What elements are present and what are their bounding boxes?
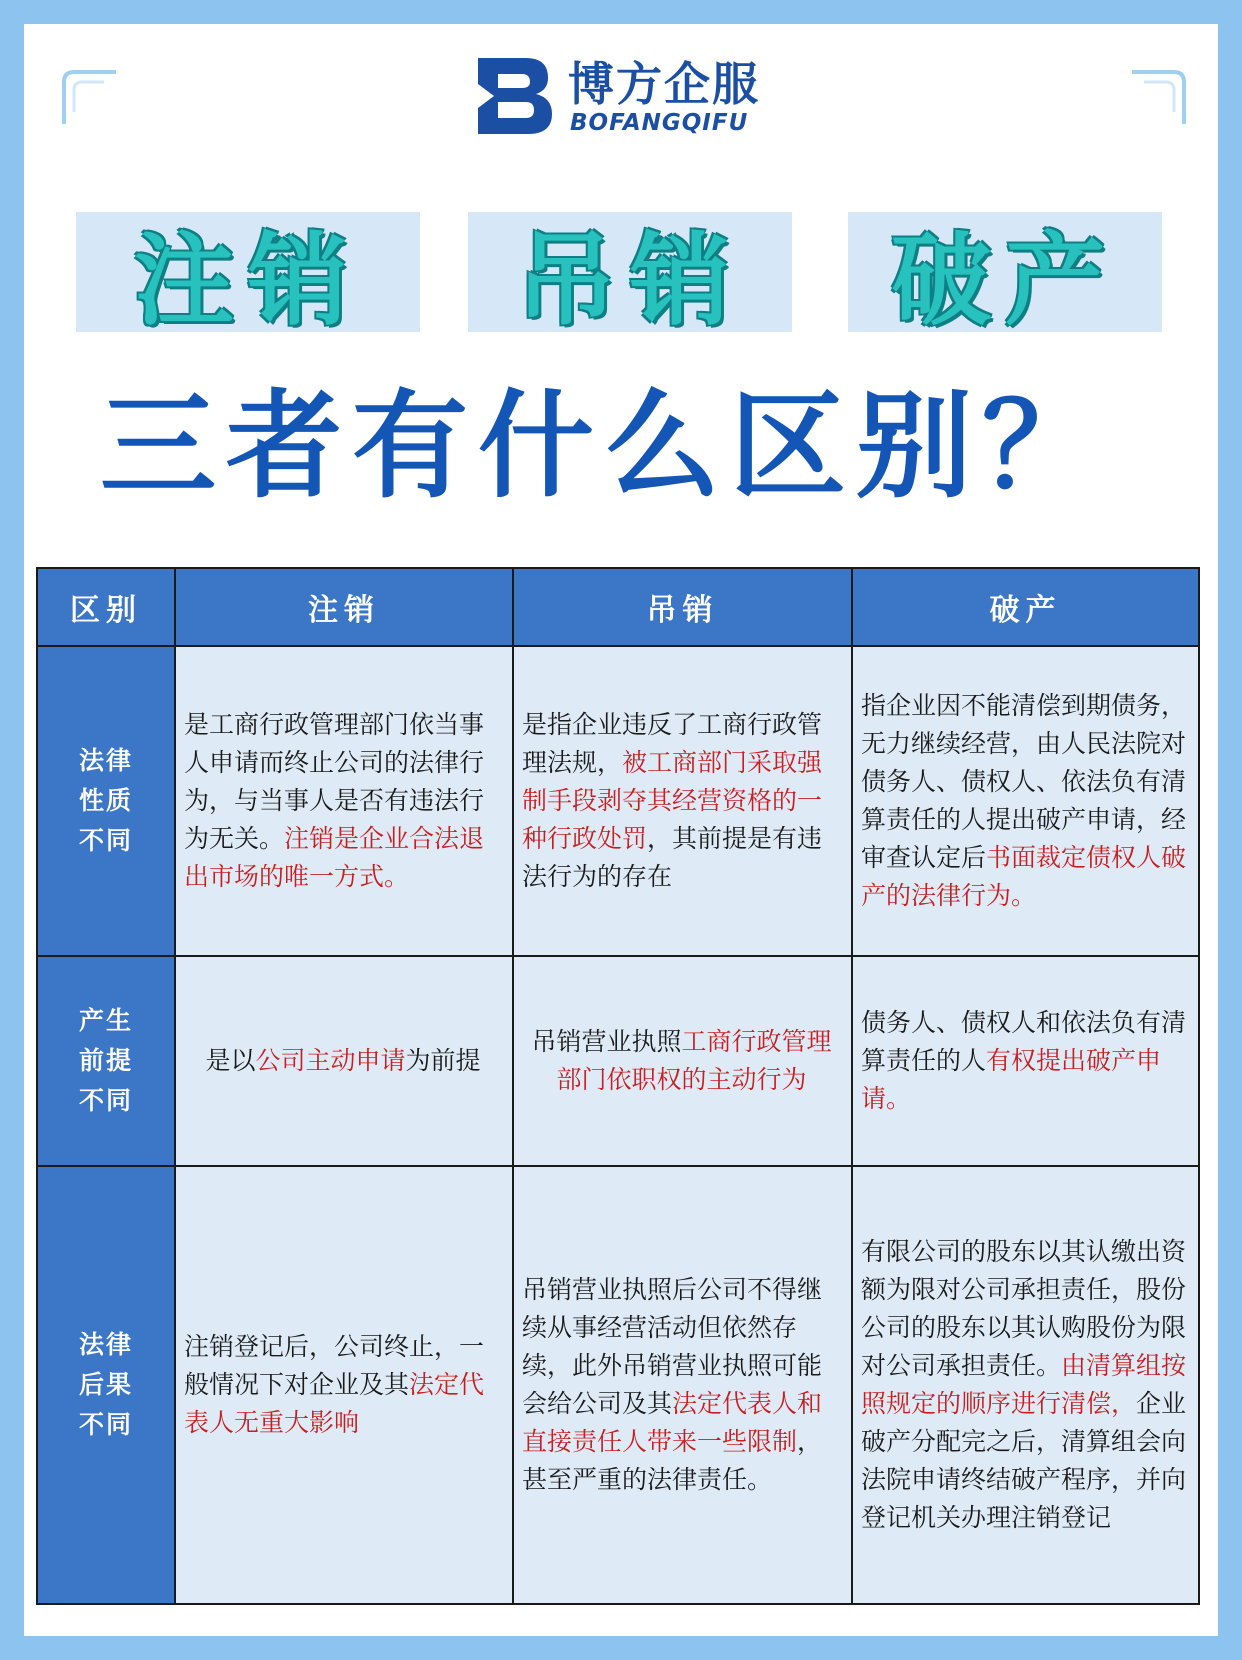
brand-name-en: BOFANGQIFU <box>570 110 749 136</box>
table-cell <box>853 647 1198 957</box>
header-cancel: 注销 <box>176 569 514 647</box>
highlight-text: 法定代表人和直接责任人带来一些限制 <box>522 1389 823 1456</box>
table-cell <box>853 1167 1198 1603</box>
highlight-text: 公司主动申请 <box>255 1046 406 1075</box>
title-tag-cancel: 注销 <box>76 212 420 332</box>
cell-text: 是指企业违反了工商行政管理法规， <box>522 710 823 777</box>
cell-text: 为前提 <box>405 1046 481 1075</box>
cell-text: 是工商行政管理部门依当事人申请而终止公司的法律行为，与当事人是否有违法行为无关。 <box>184 710 485 853</box>
row-label-text: 产生前提不同 <box>78 1006 133 1115</box>
cell-text: 是以 <box>205 1046 256 1075</box>
brand-logo <box>474 48 774 140</box>
brand-name-cn: 博方企服 <box>568 57 760 111</box>
cell-text: 指企业因不能清偿到期债务，无力继续经营，由人民法院对债务人、债权人、依法负有清算责任的人提出破产申请，经审查认定后 <box>861 691 1187 872</box>
highlight-text: 被工商部门采取强制手段剥夺其经营资格的一种行政处罚 <box>522 748 823 853</box>
row-label-legal-nature <box>38 647 176 957</box>
table-cell <box>176 957 514 1167</box>
cell-text: 注销登记后，公司终止，一般情况下对企业及其 <box>184 1332 485 1399</box>
header-revoke: 吊销 <box>514 569 853 647</box>
highlight-text: 注销是企业合法退出市场的唯一方式。 <box>184 824 485 891</box>
page-subtitle: 三者有什么区别？ <box>100 379 1108 514</box>
header-bankrupt: 破产 <box>853 569 1198 647</box>
row-label-text: 法律后果不同 <box>78 1330 133 1439</box>
cell-text: 债务人、债权人和依法负有清算责任的人 <box>861 1008 1187 1075</box>
comparison-table <box>36 567 1200 1605</box>
table-cell <box>514 1167 853 1603</box>
highlight-text: 工商行政管理部门依职权的主动行为 <box>556 1027 832 1094</box>
cell-text: 吊销营业执照后公司不得继续从事经营活动但依然存续，此外吊销营业执照可能会给公司及其 <box>522 1275 823 1418</box>
cell-text: 企业破产分配完之后，清算组会向法院申请终结破产程序，并向登记机关办理注销登记 <box>861 1389 1187 1532</box>
cell-text: ，其前提是有违法行为的存在 <box>522 824 823 891</box>
title-tag-revoke: 吊销 <box>468 212 792 332</box>
highlight-text: 有权提出破产申请。 <box>861 1046 1162 1113</box>
title-tag-bankrupt: 破产 <box>848 212 1162 332</box>
cell-text: 有限公司的股东以其认缴出资额为限对公司承担责任，股份公司的股东以其认购股份为限对公司承担责任。 <box>861 1237 1187 1380</box>
b-letter-logo-icon <box>474 54 556 136</box>
highlight-text: 法定代表人无重大影响 <box>184 1370 485 1437</box>
row-label-text: 法律性质不同 <box>78 746 133 855</box>
cell-text: 吊销营业执照 <box>531 1027 682 1056</box>
highlight-text: 由清算组按照规定的顺序进行清偿， <box>861 1351 1187 1418</box>
corner-ornament-icon <box>1128 68 1188 128</box>
table-cell <box>853 957 1198 1167</box>
row-label-consequence <box>38 1167 176 1603</box>
table-cell <box>514 957 853 1167</box>
corner-ornament-icon <box>60 68 120 128</box>
row-label-premise <box>38 957 176 1167</box>
table-cell <box>176 647 514 957</box>
highlight-text: 书面裁定债权人破产的法律行为。 <box>861 843 1187 910</box>
header-diff: 区别 <box>38 569 176 647</box>
table-cell <box>514 647 853 957</box>
cell-text: ，甚至严重的法律责任。 <box>522 1427 823 1494</box>
table-cell <box>176 1167 514 1603</box>
